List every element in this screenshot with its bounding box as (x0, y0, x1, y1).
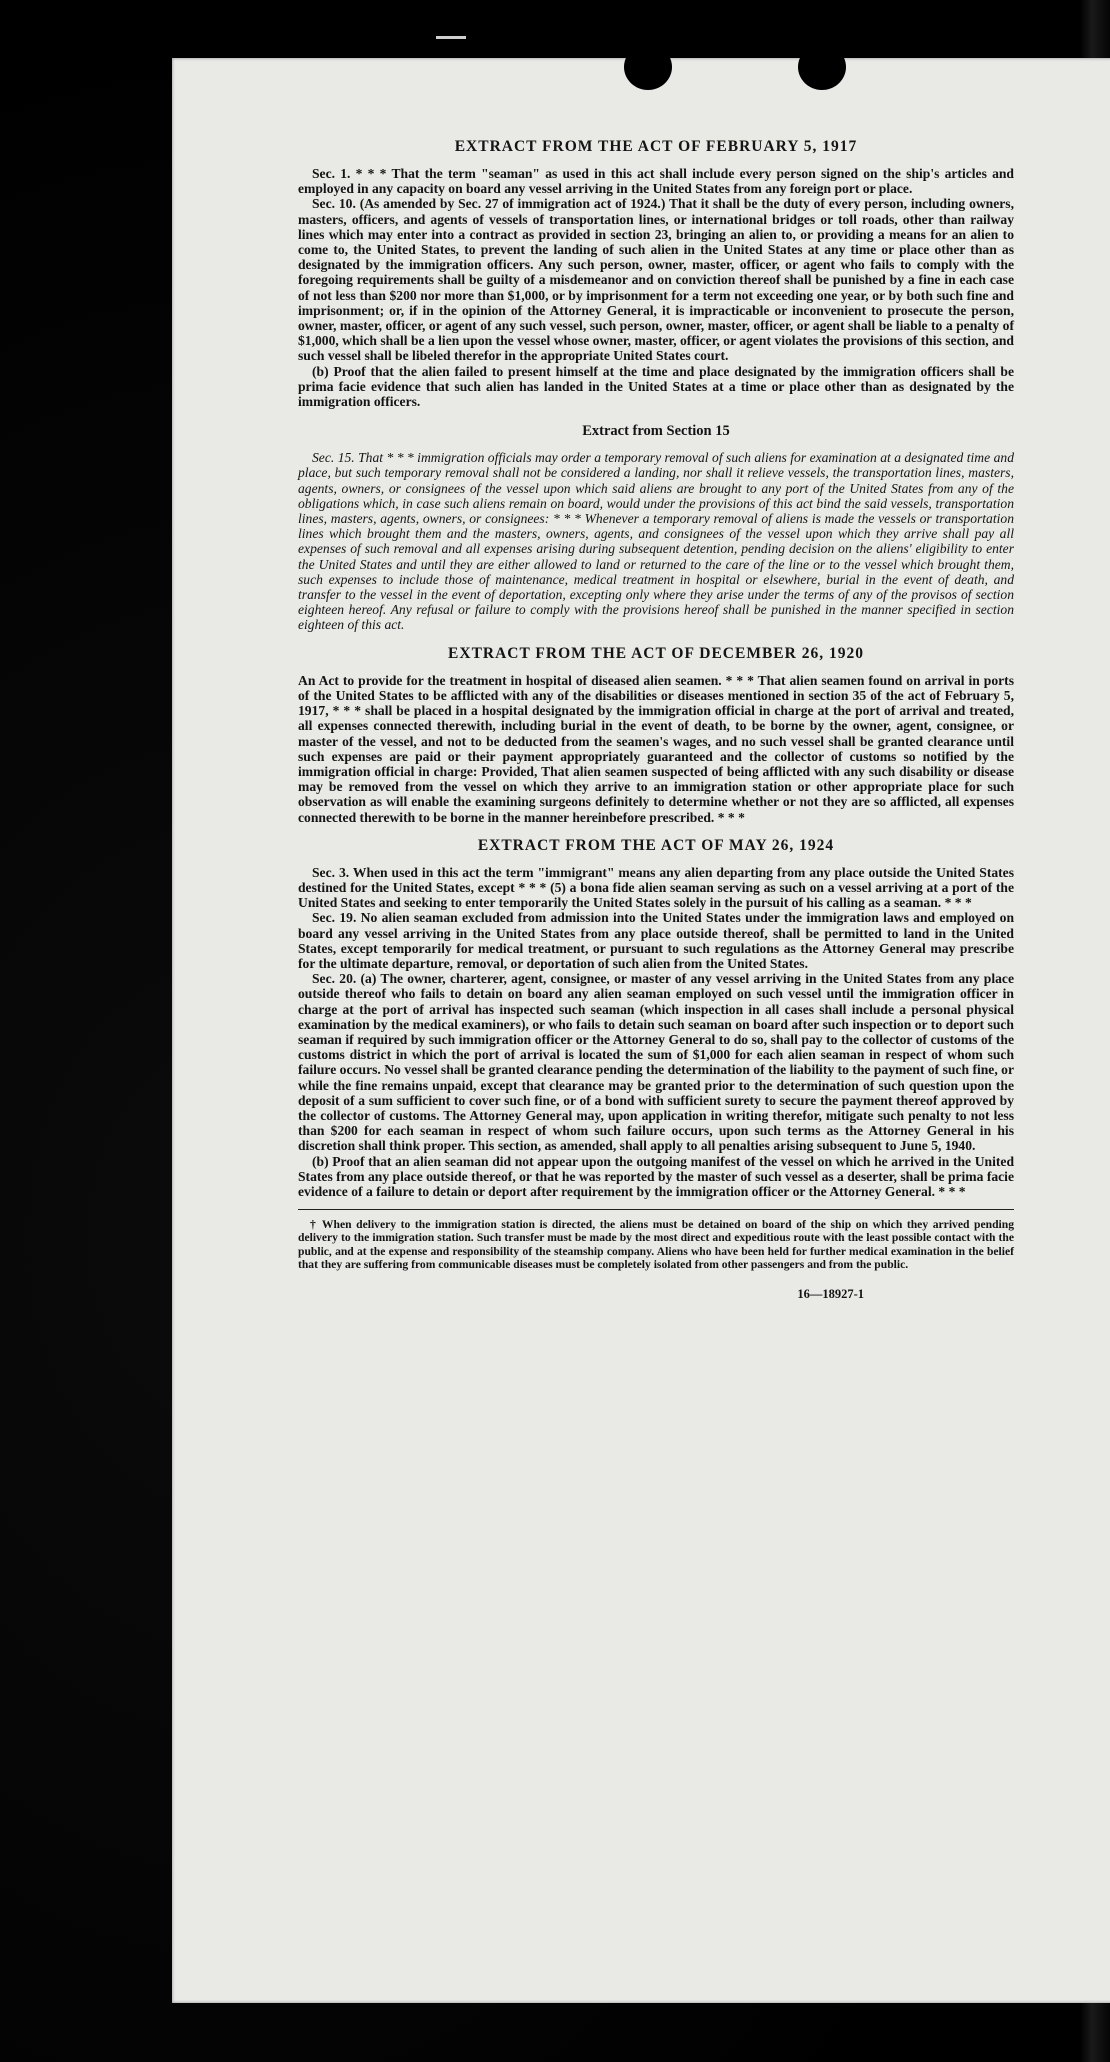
document-body (172, 58, 1110, 2003)
form-number: 16—18927-1 (797, 1287, 864, 1301)
scan-artifact (436, 36, 466, 39)
paragraph: Sec. 19. No alien seaman excluded from admission into the United States under the immigration laws and employed on board any vessel arriving in the United States from any place outside thereof, shall be permitted to land in the United States, except temporarily for medical treatment, or pursuant to such regulations as the Attorney General may prescribe for the ultimate departure, removal, or deportation of such alien from the United States. (298, 910, 1014, 971)
paragraph: Sec. 15. That * * * immigration officials may order a temporary removal of such aliens for examination at a designated time and place, but such temporary removal shall not be considered a landing, nor shall it relieve vessels, the transportation lines, masters, agents, owners, or consignees of the vessel upon which said aliens are brought to any port of the United States from any of the obligations which, in case such aliens remain on board, would under the provisions of this act bind the said vessels, transportation lines, masters, agents, owners, or consignees: * * * Whenever a temporary removal of aliens is made the vessels or transportation lines which brought them and the masters, owners, agents, and consignees of the vessel upon which they arrive shall pay all expenses of such removal and all expenses arising during subsequent detention, pending decision on the aliens' eligibility to enter the United States and until they are either allowed to land or returned to the care of the line or to the vessel which brought them, such expenses to include those of maintenance, medical treatment in hospital or elsewhere, burial in the event of death, and transfer to the vessel in the event of deportation, excepting only where they arise under the terms of any of the provisos of section eighteen hereof. Any refusal or failure to comply with the provisions hereof shall be punished in the manner specified in section eighteen of this act. (298, 450, 1014, 633)
section-heading: EXTRACT FROM THE ACT OF FEBRUARY 5, 1917 (454, 138, 858, 155)
paragraph: An Act to provide for the treatment in hospital of diseased alien seamen. * * * That alien seamen found on arrival in ports of the United States to be afflicted with any of the disabilities or diseases mentioned in section 35 of the act of February 5, 1917, * * * shall be placed in a hospital designated by the immigration official in charge at the port of arrival and treated, all expenses connected therewith, including burial in the event of death, to be borne by the owner, agent, consignee, or master of the vessel, and not to be deducted from the seamen's wages, and no such vessel shall be granted clearance until such expenses are paid or their payment appropriately guaranteed and the collector of customs so notified by the immigration official in charge: Provided, That alien seamen suspected of being afflicted with any such disability or disease may be removed from the vessel on which they arrive to an immigration station or other appropriate place for such observation as will enable the examining surgeons definitely to determine whether or not they are so afflicted, all expenses connected therewith to be borne in the manner hereinbefore prescribed. * * * (298, 672, 1014, 825)
section-heading: EXTRACT FROM THE ACT OF MAY 26, 1924 (477, 836, 835, 854)
document-page (172, 58, 1110, 2003)
paragraph: (b) Proof that the alien failed to present himself at the time and place designated by the immigration officers shall be prima facie evidence that such alien has landed in the United States at a time or place other than as designated by the immigration officers. (298, 363, 1014, 410)
paragraph: Sec. 10. (As amended by Sec. 27 of immigration act of 1924.) That it shall be the duty of every person, including owners, masters, officers, and agents of vessels of transportation lines, or international bridges or toll roads, other than railway lines which may enter into a contract as provided in section 23, bringing an alien to, or providing a means for an alien to come to, the United States, to prevent the landing of such alien in the United States at any time or place other than as designated by the immigration officers. Any such person, owner, master, officer, or agent who fails to comply with the foregoing requirements shall be guilty of a misdemeanor and on conviction thereof shall be punished by a fine in each case of not less than $200 nor more than $1,000, or by imprisonment for a term not exceeding one year, or by both such fine and imprisonment; or, if in the opinion of the Attorney General, it is impracticable or inconvenient to prosecute the person, owner, master, officer, or agent of any such vessel, such person, owner, master, officer, or agent shall be liable to a penalty of $1,000, which shall be a lien upon the vessel whose owner, master, officer, or agent violates the provisions of this section, and such vessel shall be libeled therefor in the appropriate United States court. (298, 196, 1014, 364)
paragraph: Sec. 3. When used in this act the term "immigrant" means any alien departing from any place outside the United States destined for the United States, except * * * (5) a bona fide alien seaman serving as such on a vessel arriving at a port of the United States and seeking to enter temporarily the United States solely in the pursuit of his calling as a seaman. * * * (298, 864, 1014, 911)
paragraph: Sec. 20. (a) The owner, charterer, agent, consignee, or master of any vessel arriving in the United States from any place outside thereof who fails to detain on board any alien seaman employed on such vessel until the immigration officer in charge at the port of arrival has inspected such seaman (which inspection in all cases shall include a personal physical examination by the medical examiners), or who fails to detain such seaman on board after such inspection or to deport such seaman if required by such immigration officer or the Attorney General to do so, shall pay to the collector of customs of the customs district in which the port of arrival is located the sum of $1,000 for each alien seaman in respect of whom such failure occurs. No vessel shall be granted clearance pending the determination of the liability to the payment of such fine, or while the fine remains unpaid, except that clearance may be granted prior to the determination of such question upon the deposit of a sum sufficient to cover such fine, or of a bond with sufficient surety to secure the payment thereof approved by the collector of customs. The Attorney General may, upon application in writing therefor, mitigate such penalty to not less than $200 for each seaman in respect of whom such failure occurs, upon such terms as the Attorney General in his discretion shall think proper. This section, as amended, shall apply to all penalties arising subsequent to June 5, 1940. (298, 971, 1014, 1154)
footnote-divider (298, 1209, 1014, 1210)
section-heading: EXTRACT FROM THE ACT OF DECEMBER 26, 1920 (448, 644, 864, 662)
paragraph: (b) Proof that an alien seaman did not appear upon the outgoing manifest of the vessel on which he arrived in the United States from any place outside thereof, or that he was reported by the master of such vessel as a deserter, shall be prima facie evidence of a failure to detain or deport after requirement by the immigration officer or the Attorney General. * * * (298, 1153, 1014, 1199)
footnote: † When delivery to the immigration station is directed, the aliens must be detained on board of the ship on which they arrived pending delivery to the immigration station. Such transfer must be made by the most direct and expeditious route with the least possible contact with the public, and at the expense and responsibility of the steamship company. Aliens who have been held for further medical examination in the belief that they are suffering from communicable diseases must be completely isolated from other passengers and from the public. (298, 1218, 1014, 1271)
paragraph: Sec. 1. * * * That the term "seaman" as used in this act shall include every person signed on the ship's articles and employed in any capacity on board any vessel arriving in the United States from any foreign port or place. (298, 166, 1014, 197)
subsection-heading: Extract from Section 15 (582, 423, 730, 440)
